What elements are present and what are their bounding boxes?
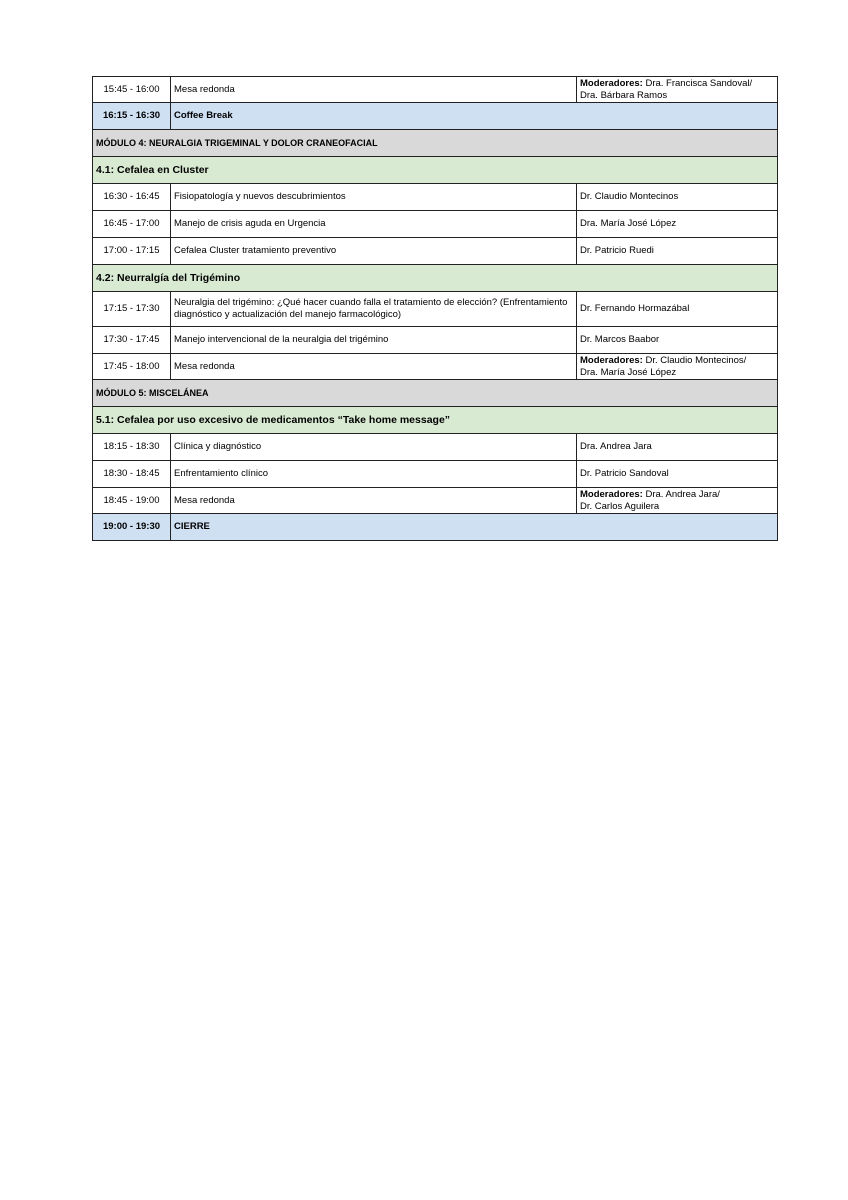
session-moderators: [577, 354, 778, 380]
session-time: 17:00 - 17:15: [93, 238, 171, 265]
session-speaker: Dr. Claudio Montecinos: [577, 184, 778, 211]
moderators-label: Moderadores:: [580, 77, 643, 89]
break-title: CIERRE: [171, 514, 778, 541]
section-header-row: [93, 157, 778, 184]
break-title: Coffee Break: [171, 103, 778, 130]
session-time: 17:45 - 18:00: [93, 354, 171, 380]
session-row: [93, 327, 778, 354]
section-title: 4.2: Neurralgía del Trigémino: [93, 265, 778, 292]
session-title: Mesa redonda: [171, 488, 577, 514]
section-header-row: [93, 407, 778, 434]
session-row: [93, 211, 778, 238]
moderators-label: Moderadores:: [580, 488, 643, 500]
session-moderators: [577, 77, 778, 103]
session-title: Mesa redonda: [171, 354, 577, 380]
program-table: [92, 76, 778, 541]
session-row: [93, 461, 778, 488]
moderators-line1: Dra. Andrea Jara/: [642, 488, 720, 500]
session-row: [93, 488, 778, 514]
session-row: [93, 184, 778, 211]
moderators-line1: Dr. Claudio Montecinos/: [642, 354, 747, 366]
session-title: Cefalea Cluster tratamiento preventivo: [171, 238, 577, 265]
session-title: Manejo de crisis aguda en Urgencia: [171, 211, 577, 238]
session-time: 18:45 - 19:00: [93, 488, 171, 514]
session-row: [93, 77, 778, 103]
session-time: 18:15 - 18:30: [93, 434, 171, 461]
session-title: Neuralgia del trigémino: ¿Qué hacer cuando falla el tratamiento de elección? (Enfrentamiento diagnóstico y actualización del manejo farmacológico): [171, 292, 577, 327]
moderators-label: Moderadores:: [580, 354, 643, 366]
section-header-row: [93, 265, 778, 292]
break-row: [93, 103, 778, 130]
session-row: [93, 238, 778, 265]
module-title: MÓDULO 4: NEURALGIA TRIGEMINAL Y DOLOR CRANEOFACIAL: [93, 130, 778, 157]
session-speaker: Dr. Fernando Hormazábal: [577, 292, 778, 327]
session-title: Manejo intervencional de la neuralgia del trigémino: [171, 327, 577, 354]
session-time: 16:30 - 16:45: [93, 184, 171, 211]
moderators-line2: Dra. María José López: [580, 366, 677, 378]
session-row: [93, 354, 778, 380]
section-title: 4.1: Cefalea en Cluster: [93, 157, 778, 184]
session-title: Mesa redonda: [171, 77, 577, 103]
session-speaker: Dr. Patricio Ruedi: [577, 238, 778, 265]
session-title: Fisiopatología y nuevos descubrimientos: [171, 184, 577, 211]
session-row: [93, 292, 778, 327]
break-row: [93, 514, 778, 541]
session-speaker: Dra. Andrea Jara: [577, 434, 778, 461]
moderators-line2: Dr. Carlos Aguilera: [580, 500, 660, 512]
section-title: 5.1: Cefalea por uso excesivo de medicamentos “Take home message”: [93, 407, 778, 434]
session-time: 16:45 - 17:00: [93, 211, 171, 238]
session-title: Enfrentamiento clínico: [171, 461, 577, 488]
session-time: 18:30 - 18:45: [93, 461, 171, 488]
session-time: 17:15 - 17:30: [93, 292, 171, 327]
break-time: 19:00 - 19:30: [93, 514, 171, 541]
session-moderators: [577, 488, 778, 514]
module-title: MÓDULO 5: MISCELÁNEA: [93, 380, 778, 407]
break-time: 16:15 - 16:30: [93, 103, 171, 130]
session-speaker: Dr. Marcos Baabor: [577, 327, 778, 354]
moderators-line2: Dra. Bárbara Ramos: [580, 89, 668, 101]
session-time: 15:45 - 16:00: [93, 77, 171, 103]
module-header-row: [93, 130, 778, 157]
moderators-line1: Dra. Francisca Sandoval/: [642, 77, 753, 89]
session-speaker: Dr. Patricio Sandoval: [577, 461, 778, 488]
session-speaker: Dra. María José López: [577, 211, 778, 238]
session-title: Clínica y diagnóstico: [171, 434, 577, 461]
session-row: [93, 434, 778, 461]
module-header-row: [93, 380, 778, 407]
session-time: 17:30 - 17:45: [93, 327, 171, 354]
